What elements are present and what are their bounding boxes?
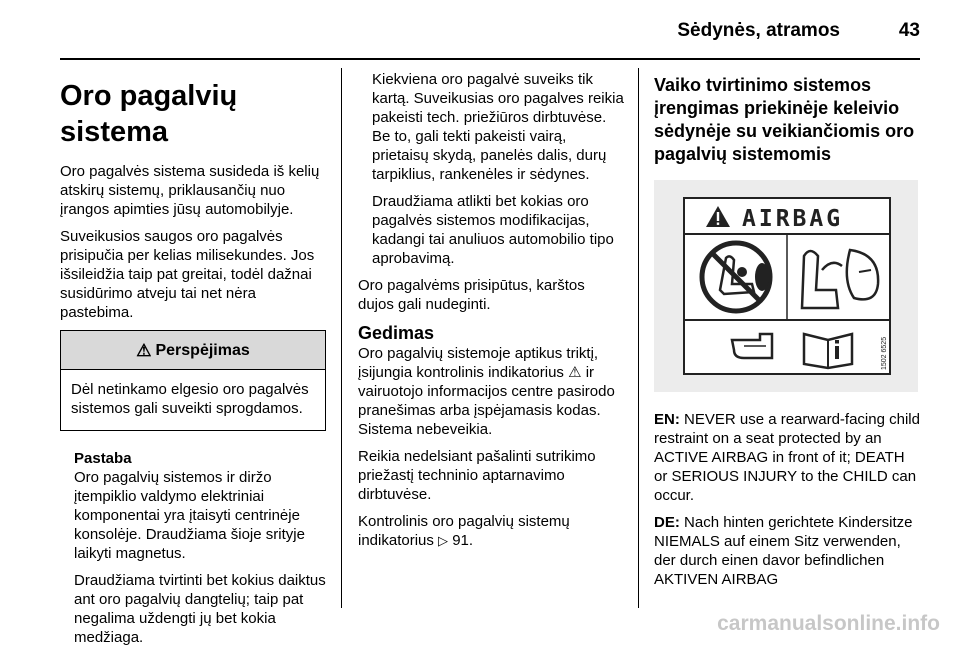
warning-box bbox=[60, 330, 326, 431]
hot-gas-paragraph: Oro pagalvėms prisipūtus, karštos dujos gali nudeginti. bbox=[358, 277, 585, 313]
airbag-warning-label-figure bbox=[654, 180, 918, 392]
continued-list bbox=[358, 70, 624, 268]
middle-column bbox=[358, 70, 624, 558]
airbag-warning-label bbox=[654, 180, 918, 392]
warning-icon: ⚠ bbox=[136, 340, 152, 360]
left-column bbox=[60, 70, 326, 655]
column-divider-1 bbox=[341, 68, 342, 608]
german-code: DE: bbox=[654, 514, 680, 531]
label-code: 1502 6525 bbox=[881, 336, 888, 370]
deploy-paragraph: Suveikusios saugos oro pagalvės prisipučia per kelias milisekundes. Jos išsileidžia taip pat greitai, todėl dažnai susidūrimo atveju tai net nėra pastebima. bbox=[60, 228, 315, 321]
english-text: NEVER use a rearward-facing child restraint on a seat protected by an ACTIVE AIRBAG in front of it; DEATH or SERIOUS INJURY to the CHILD can occur. bbox=[654, 411, 920, 504]
note-paragraph-1: Oro pagalvių sistemos ir diržo įtempiklio valdymo elektriniai komponentai yra įtaisyti centrinėje konsolėje. Draudžiama šioje srityje laikyti magnetus. bbox=[74, 469, 305, 562]
fault-heading: Gedimas bbox=[358, 323, 435, 343]
modification-paragraph: Draudžiama atlikti bet kokias oro pagalvės sistemos modifikacijas, kadangi tai anuliuos automobilio tipo aprobavimą. bbox=[372, 193, 614, 267]
warning-header bbox=[61, 331, 325, 370]
airbag-word: AIRBAG bbox=[742, 206, 844, 232]
watermark: carmanualsonline.info bbox=[717, 612, 940, 635]
header-rule bbox=[60, 58, 920, 60]
note-title: Pastaba bbox=[74, 450, 132, 467]
english-code: EN: bbox=[654, 411, 680, 428]
warning-title: Perspėjimas bbox=[155, 341, 250, 359]
page-reference-arrow-icon: ▷ bbox=[438, 533, 449, 548]
english-warning bbox=[654, 410, 920, 505]
fault-paragraph-2: Reikia nedelsiant pašalinti sutrikimo priežastį techninio aptarnavimo dirbtuvėse. bbox=[358, 448, 596, 503]
page-header-title: Sėdynės, atramos bbox=[677, 20, 840, 41]
fault-paragraph-1: Oro pagalvių sistemoje aptikus triktį, įsijungia kontrolinis indikatorius ⚠ ir vairuotojo informacijos centre pasirodo pranešimas arba įspėjamasis kodas. Sistema nebeveikia. bbox=[358, 345, 615, 438]
warning-body: Dėl netinkamo elgesio oro pagalvės sistemos gali suveikti sprogdamos. bbox=[71, 381, 309, 417]
note-block bbox=[60, 449, 326, 647]
intro-paragraph: Oro pagalvės sistema susideda iš kelių atskirų sistemų, priklausančių nuo įrangos apimties jūsų automobilyje. bbox=[60, 163, 320, 218]
german-warning bbox=[654, 513, 920, 589]
column-divider-2 bbox=[638, 68, 639, 608]
replacement-paragraph: Kiekviena oro pagalvė suveiks tik kartą. Suveikusias oro pagalves reikia pakeisti tech. priežiūros dirbtuvėse. Be to, gali tekti pakeisti vairą, prietaisų skydą, panelės dalis, durų tarpiklius, rankenėles ir sėdynes. bbox=[372, 71, 624, 183]
page-reference-link[interactable]: 91. bbox=[452, 532, 474, 549]
section-heading: Oro pagalvių sistema bbox=[60, 80, 238, 148]
child-restraint-heading: Vaiko tvirtinimo sistemos įrengimas priekinėje keleivio sėdynėje su veikiančiomis oro pagalvių sistemomis bbox=[654, 75, 915, 164]
page-number: 43 bbox=[898, 20, 920, 41]
note-paragraph-2: Draudžiama tvirtinti bet kokius daiktus ant oro pagalvių dangtelių; taip pat negalima uždengti jų bet kokia medžiaga. bbox=[74, 572, 326, 646]
german-text: Nach hinten gerichtete Kindersitze NIEMALS auf einem Sitz verwenden, der durch einen davor befindlichen AKTIVEN AIRBAG bbox=[654, 514, 913, 588]
right-column bbox=[654, 70, 920, 597]
fault-paragraph-3 bbox=[358, 512, 624, 550]
indicator-reference-text: Kontrolinis oro pagalvių sistemų indikatorius bbox=[358, 513, 570, 549]
